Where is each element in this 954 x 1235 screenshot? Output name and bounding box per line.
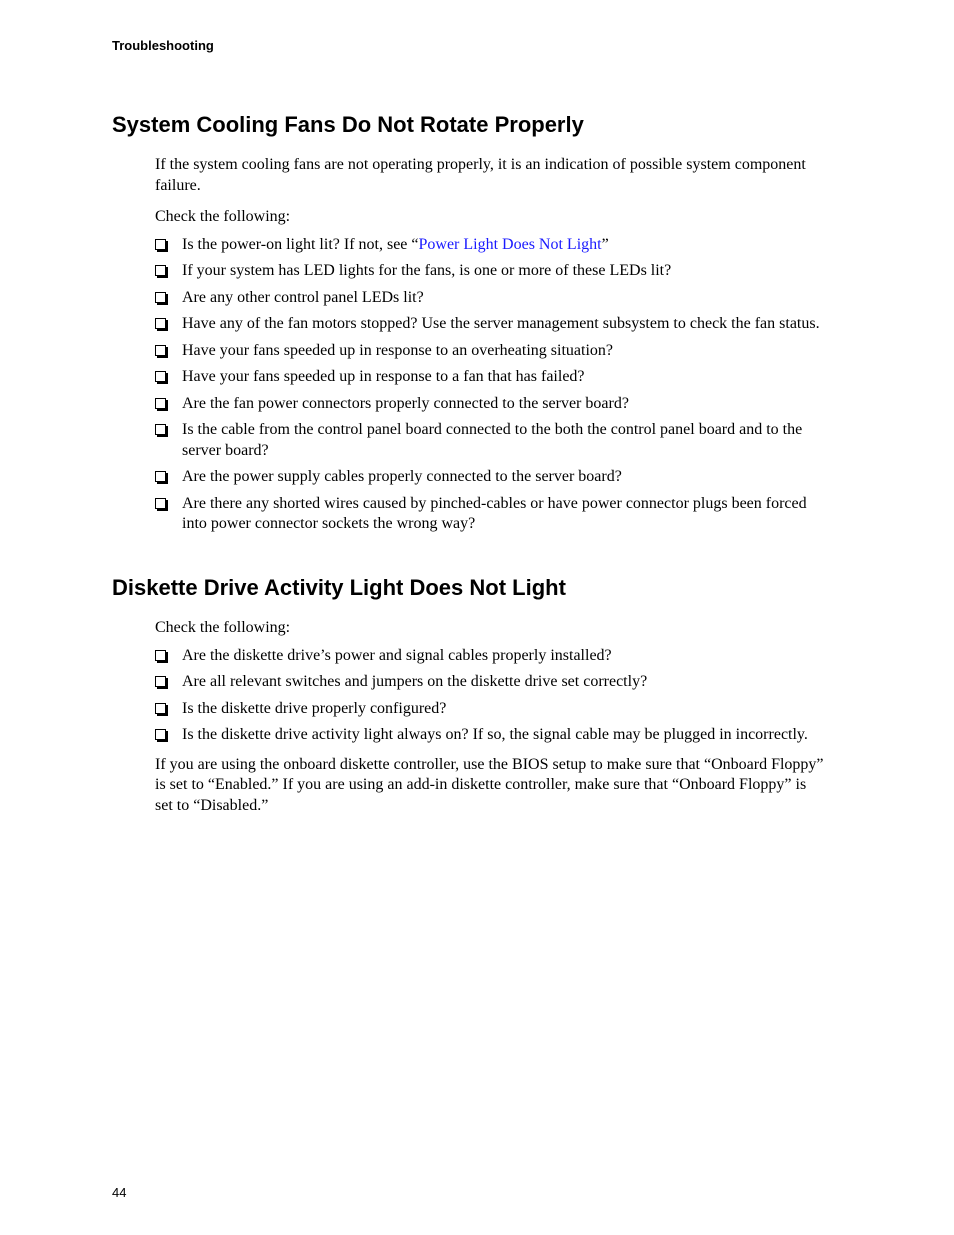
- section-title-cooling-fans: System Cooling Fans Do Not Rotate Properly: [112, 112, 584, 137]
- item-text: Are there any shorted wires caused by pinched-cables or have power connector plugs been forced into power connector sockets the wrong way?: [182, 494, 807, 532]
- checklist-item: [155, 699, 825, 720]
- checkbox-icon: [155, 292, 166, 303]
- item-text: Is the diskette drive activity light always on? If so, the signal cable may be plugged in incorrectly.: [182, 726, 808, 743]
- page-number: 44: [112, 1185, 127, 1200]
- section-diskette-drive: [155, 618, 825, 816]
- item-text: Is the cable from the control panel board connected to the both the control panel board and to the server board?: [182, 421, 803, 459]
- check-label: Check the following:: [155, 619, 291, 636]
- checklist-item: [155, 314, 825, 335]
- checklist-item: [155, 394, 825, 415]
- item-text: Are any other control panel LEDs lit?: [182, 288, 424, 306]
- checkbox-icon: [155, 729, 166, 740]
- running-header: Troubleshooting: [112, 38, 214, 53]
- checkbox-icon: [155, 650, 166, 661]
- checklist-item: [155, 420, 825, 461]
- checkbox-icon: [155, 398, 166, 409]
- section-cooling-fans: [155, 155, 825, 541]
- power-light-link[interactable]: Power Light Does Not Light: [418, 235, 602, 253]
- checklist-item: [155, 467, 825, 488]
- checklist: [155, 646, 825, 746]
- checkbox-icon: [155, 265, 166, 276]
- checklist-item: [155, 367, 825, 388]
- checkbox-icon: [155, 498, 166, 509]
- item-text: Are the power supply cables properly connected to the server board?: [182, 468, 622, 485]
- checkbox-icon: [155, 703, 166, 714]
- item-text-after: ”: [601, 235, 609, 253]
- item-text: If your system has LED lights for the fans, is one or more of these LEDs lit?: [182, 262, 672, 279]
- checkbox-icon: [155, 318, 166, 329]
- checklist-item: [155, 288, 825, 309]
- checkbox-icon: [155, 239, 166, 250]
- checklist-item: [155, 235, 825, 256]
- checklist-item: [155, 672, 825, 693]
- item-text: Are the fan power connectors properly connected to the server board?: [182, 394, 629, 412]
- item-text: Have your fans speeded up in response to a fan that has failed?: [182, 368, 585, 385]
- section-title-diskette-drive: Diskette Drive Activity Light Does Not Light: [112, 575, 566, 600]
- item-text: Is the diskette drive properly configured?: [182, 699, 447, 717]
- item-text: Have your fans speeded up in response to an overheating situation?: [182, 341, 613, 359]
- checklist: [155, 235, 825, 535]
- intro-paragraph: If the system cooling fans are not operating properly, it is an indication of possible system component failure.: [155, 156, 806, 194]
- closing-paragraph: If you are using the onboard diskette controller, use the BIOS setup to make sure that “Onboard Floppy” is set to “Enabled.” If you are using an add-in diskette controller, make sure that “Onboard Floppy” is set to “Disabled.”: [155, 755, 824, 814]
- checkbox-icon: [155, 345, 166, 356]
- item-text-before: Is the power-on light lit? If not, see “: [182, 235, 419, 253]
- check-label: Check the following:: [155, 208, 291, 225]
- item-text: Have any of the fan motors stopped? Use the server management subsystem to check the fan status.: [182, 315, 820, 332]
- checkbox-icon: [155, 471, 166, 482]
- checklist-item: [155, 261, 825, 282]
- item-text: Are the diskette drive’s power and signal cables properly installed?: [182, 646, 612, 664]
- checklist-item: [155, 725, 825, 746]
- checklist-item: [155, 494, 825, 535]
- item-text: Are all relevant switches and jumpers on the diskette drive set correctly?: [182, 673, 648, 690]
- checklist-item: [155, 341, 825, 362]
- checklist-item: [155, 646, 825, 667]
- checkbox-icon: [155, 676, 166, 687]
- checkbox-icon: [155, 371, 166, 382]
- checkbox-icon: [155, 424, 166, 435]
